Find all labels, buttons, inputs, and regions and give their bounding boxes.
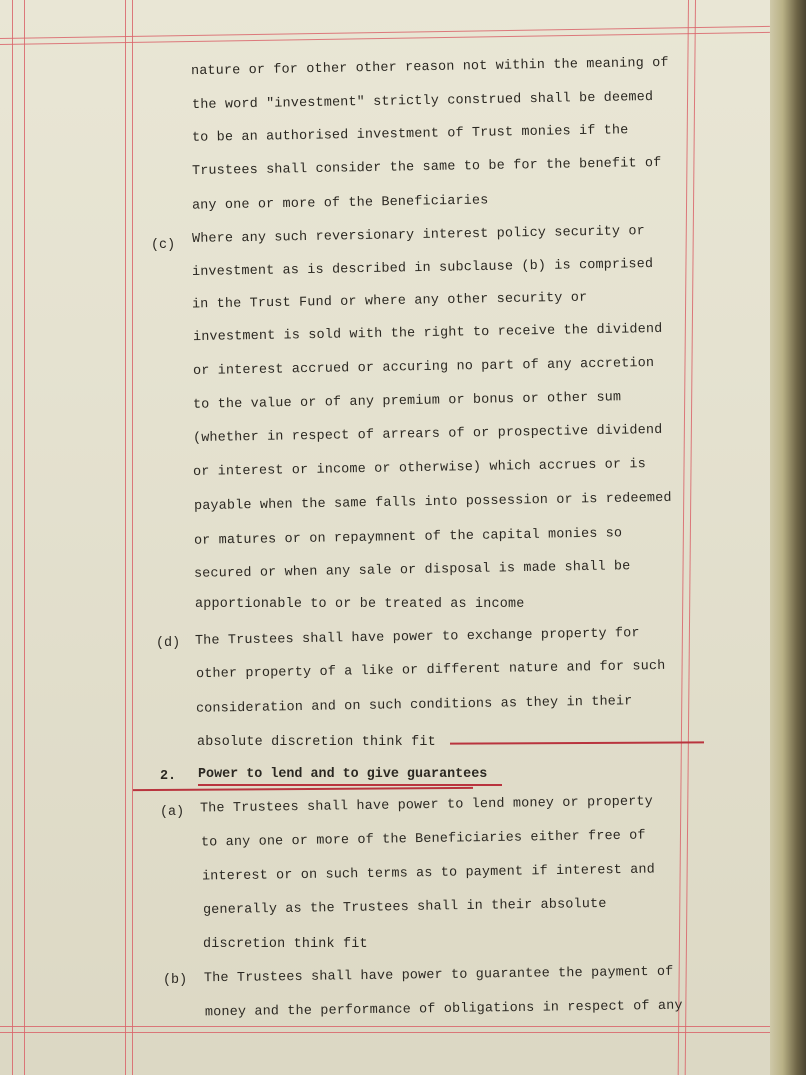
text-line: the word "investment" strictly construed shall be deemed [191, 89, 654, 114]
text-line: generally as the Trustees shall in their absolute [202, 896, 607, 919]
text-line: investment is sold with the right to receive the dividend [192, 321, 663, 346]
page-edge-rule-2 [24, 0, 25, 1075]
text-line: to the value or of any premium or bonus or other sum [192, 390, 622, 413]
section-title: Power to lend and to give guarantees [198, 767, 488, 782]
bottom-margin-rule [0, 1026, 770, 1027]
section-number: 2. [160, 769, 177, 784]
text-line: nature or for other other reason not within the meaning of [190, 55, 669, 80]
text-line: interest or on such terms as to payment if interest and [201, 862, 656, 885]
text-line: Trustees shall consider the same to be for the benefit of [191, 155, 662, 180]
text-line: secured or when any sale or disposal is made shall be [193, 559, 631, 582]
text-line: payable when the same falls into possession or is redeemed [193, 490, 672, 515]
clause-2a-label: (a) [160, 805, 185, 820]
text-line: absolute discretion think fit [197, 735, 436, 750]
text-line: to any one or more of the Beneficiaries either free of [200, 828, 646, 851]
text-line: The Trustees shall have power to guarantee the payment of [203, 964, 674, 987]
text-line: apportionable to or be treated as income [195, 597, 525, 612]
text-line: to be an authorised investment of Trust monies if the [191, 123, 629, 146]
text-line: money and the performance of obligations in respect of any [204, 998, 683, 1021]
section-divider-rule [133, 787, 473, 791]
text-line: (whether in respect of arrears of or prospective dividend [192, 422, 663, 447]
text-line: or interest or income or otherwise) which accrues or is [192, 457, 647, 480]
clause-end-rule [450, 741, 704, 744]
clause-d-label: (d) [156, 636, 181, 651]
text-line: any one or more of the Beneficiaries [191, 193, 489, 214]
text-line: investment as is described in subclause (b) is comprised [191, 256, 654, 281]
text-line: The Trustees shall have power to exchange property for [194, 626, 640, 649]
text-line: Where any such reversionary interest policy security or [191, 224, 646, 247]
text-line: in the Trust Fund or where any other security or [191, 290, 588, 313]
text-line: consideration and on such conditions as they in their [195, 694, 633, 717]
left-margin-rule-2 [132, 0, 133, 1075]
text-line: discretion think fit [203, 937, 368, 952]
page-edge-shadow [770, 0, 806, 1075]
clause-c-label: (c) [151, 238, 176, 253]
left-margin-rule [125, 0, 126, 1075]
text-line: other property of a like or different nature and for such [195, 658, 666, 683]
right-margin-rule [678, 0, 689, 1075]
bottom-margin-rule-2 [0, 1032, 770, 1033]
text-line: The Trustees shall have power to lend money or property [199, 794, 654, 817]
clause-2b-label: (b) [163, 973, 188, 988]
top-margin-rule-2 [0, 32, 770, 45]
section-title-underline [198, 784, 502, 786]
page-edge-rule [12, 0, 13, 1075]
text-line: or matures or on repaymnent of the capital monies so [193, 526, 623, 549]
text-line: or interest accrued or accuring no part of any accretion [192, 355, 655, 380]
